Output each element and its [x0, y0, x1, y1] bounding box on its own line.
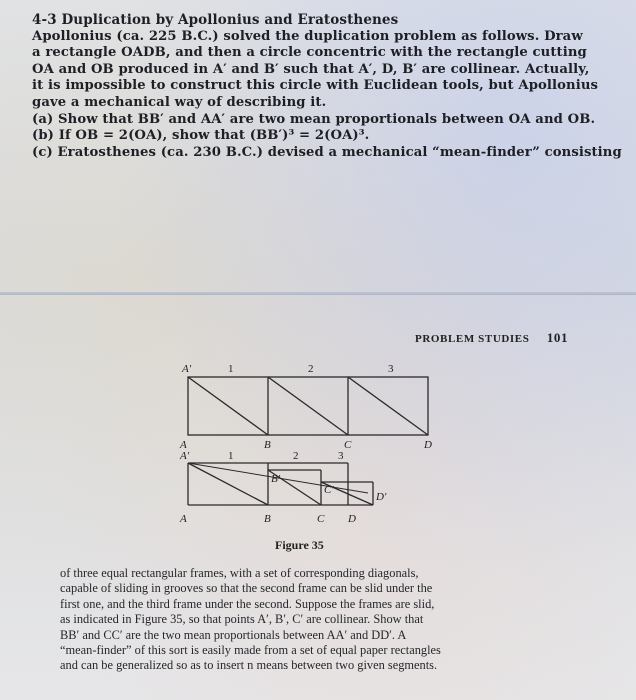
label-a-bottom: A	[180, 513, 187, 525]
label-d-bottom: D	[348, 513, 356, 525]
body-paragraph	[60, 566, 580, 674]
mean-finder-diagram	[168, 355, 448, 560]
page-number: 101	[546, 330, 569, 345]
body-text-line: “mean-finder” of this sort is easily made from a set of equal paper rectangles	[60, 643, 441, 658]
problem-part-a: (a) Show that BB′ and AA′ are two mean proportionals between OA and OB.	[32, 111, 596, 127]
frame-diagonal	[348, 377, 428, 435]
label-2: 2	[308, 363, 314, 375]
label-3: 3	[388, 363, 394, 375]
label-a: A	[180, 439, 187, 451]
frame-diagonal	[188, 377, 268, 435]
label-1-bottom: 1	[228, 450, 234, 462]
label-b: B	[264, 439, 271, 451]
body-text-line: capable of sliding in grooves so that the second frame can be slid under the	[60, 581, 433, 596]
problem-4-3-section	[32, 12, 622, 161]
body-text-line: of three equal rectangular frames, with a set of corresponding diagonals,	[60, 566, 419, 580]
problem-text-line: OA and OB produced in A′ and B′ such that A′, D, B′ are collinear. Actually,	[32, 61, 590, 77]
label-3-bottom: 3	[338, 450, 344, 462]
problem-part-b: (b) If OB = 2(OA), show that (BB′)³ = 2(OA)³.	[32, 128, 370, 144]
label-c: C	[344, 439, 352, 451]
label-a-prime: A′	[182, 363, 192, 375]
figure-35	[168, 355, 448, 560]
running-head	[415, 330, 568, 346]
label-b-prime: B′	[271, 473, 281, 485]
body-text-line: first one, and the third frame under the second. Suppose the frames are slid,	[60, 596, 435, 611]
body-text-line: and can be generalized so as to insert n means between two given segments.	[60, 658, 438, 673]
body-text-line: as indicated in Figure 35, so that points A′, B′, C′ are collinear. Show that	[60, 612, 424, 627]
label-d: D	[424, 439, 432, 451]
problem-part-c: (c) Eratosthenes (ca. 230 B.C.) devised a mechanical “mean-finder” consisting	[32, 144, 622, 160]
body-text-line: BB′ and CC′ are the two mean proportionals between AA′ and DD′. A	[60, 627, 407, 642]
frame-diagonal	[268, 377, 348, 435]
label-b-bottom: B	[264, 513, 271, 525]
problem-text-line: gave a mechanical way of describing it.	[32, 94, 327, 110]
label-1: 1	[228, 363, 234, 375]
label-c-bottom: C	[317, 513, 325, 525]
top-frames	[188, 377, 428, 435]
label-a-prime-bottom: A′	[180, 450, 190, 462]
label-c-prime: C′	[324, 484, 334, 496]
problem-text-line: Apollonius (ca. 225 B.C.) solved the duplication problem as follows. Draw	[32, 28, 583, 44]
page-separator	[0, 292, 636, 295]
figure-caption: Figure 35	[275, 538, 324, 552]
label-2-bottom: 2	[293, 450, 299, 462]
label-d-prime: D′	[376, 491, 387, 503]
running-head-title: PROBLEM STUDIES	[415, 333, 530, 345]
problem-text-line: a rectangle OADB, and then a circle concentric with the rectangle cutting	[32, 45, 587, 61]
problem-text-line: it is impossible to construct this circle with Euclidean tools, but Apollonius	[32, 78, 599, 94]
problem-heading: 4-3 Duplication by Apollonius and Eratosthenes	[32, 12, 399, 28]
bottom-frames	[188, 463, 373, 505]
